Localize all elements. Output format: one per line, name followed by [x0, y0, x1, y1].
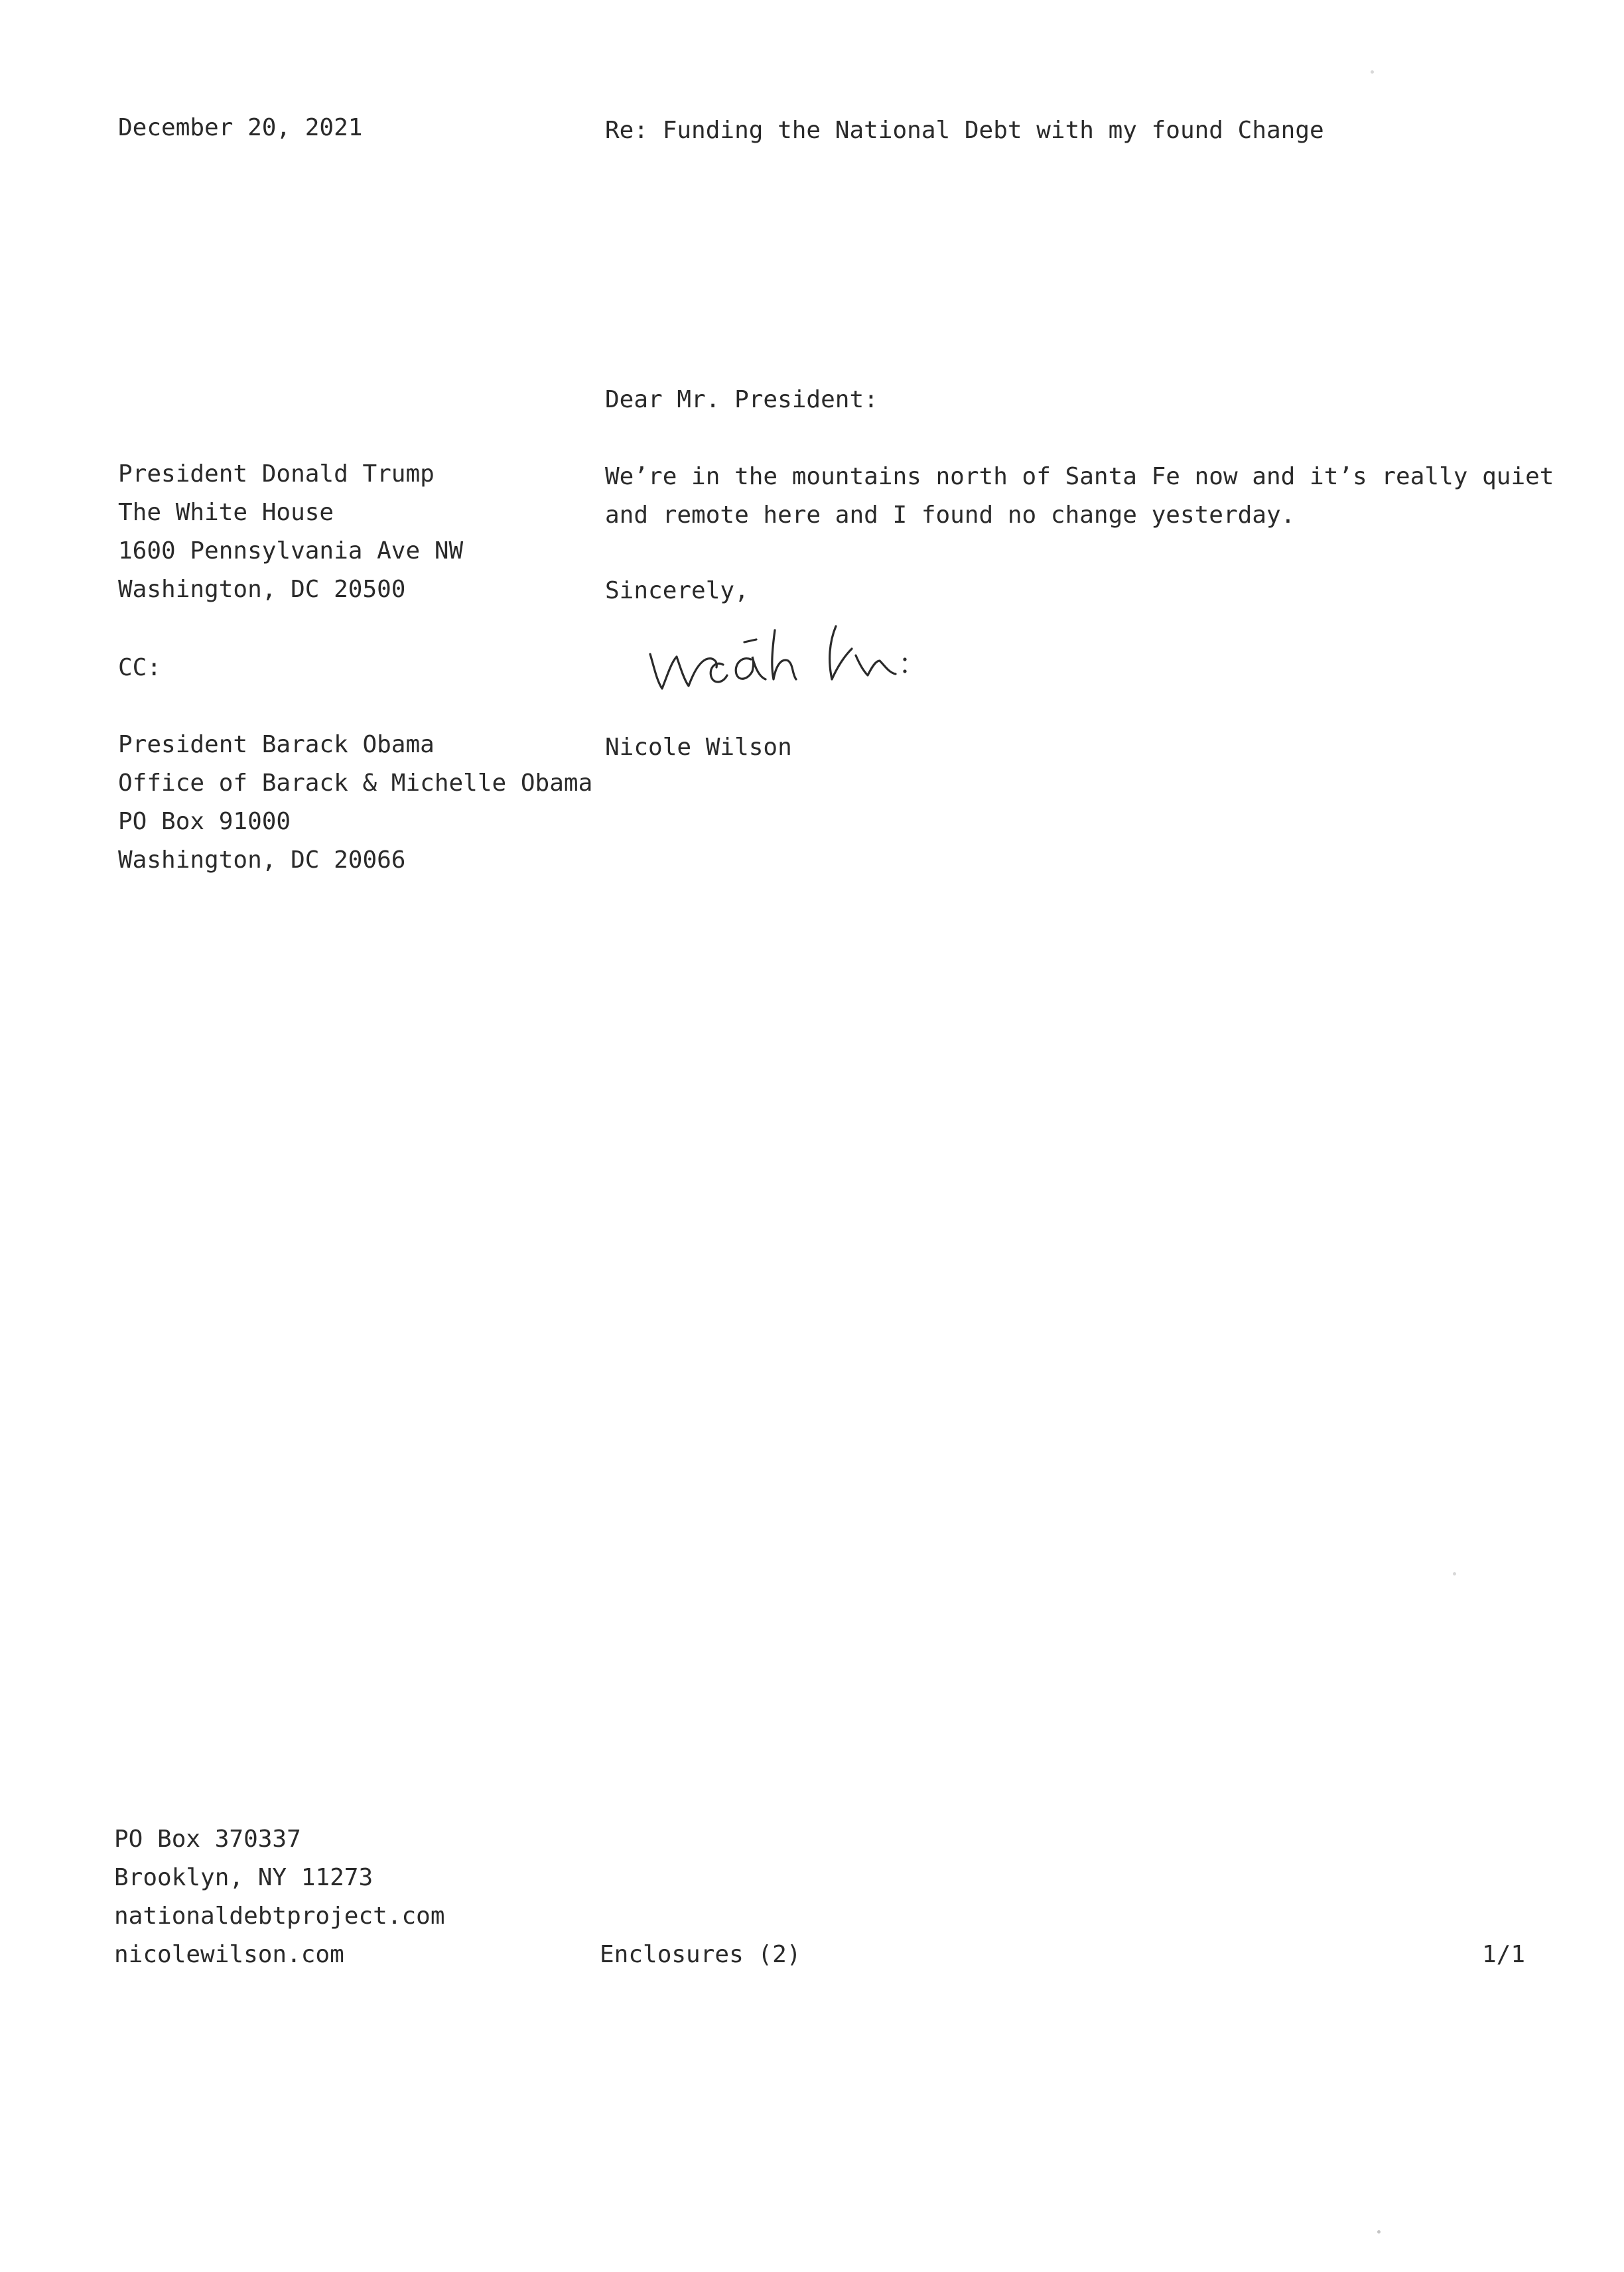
page-number: 1/1 — [1482, 1941, 1526, 1968]
sender-address — [114, 1820, 445, 1974]
sender-line: nationaldebtproject.com — [114, 1903, 445, 1930]
cc-recipient-line: PO Box 91000 — [118, 808, 291, 835]
paper-speck — [1377, 2230, 1381, 2234]
enclosures-note: Enclosures (2) — [600, 1941, 801, 1968]
recipient-line: 1600 Pennsylvania Ave NW — [118, 537, 464, 565]
handwritten-signature — [645, 610, 990, 703]
sender-line: nicolewilson.com — [114, 1941, 344, 1968]
recipient-line: The White House — [118, 499, 334, 526]
paper-speck — [1453, 1572, 1456, 1575]
letter-date: December 20, 2021 — [118, 114, 363, 141]
letter-body — [605, 458, 1554, 535]
body-line: We’re in the mountains north of Santa Fe now and it’s really quiet — [605, 463, 1554, 490]
signer-name: Nicole Wilson — [605, 734, 792, 761]
recipient-line: Washington, DC 20500 — [118, 576, 406, 603]
cc-recipient-line: President Barack Obama — [118, 731, 435, 758]
letter-subject: Re: Funding the National Debt with my found Change — [605, 117, 1324, 144]
sender-line: PO Box 370337 — [114, 1826, 301, 1853]
cc-recipient-address — [118, 726, 592, 880]
cc-recipient-line: Office of Barack & Michelle Obama — [118, 769, 593, 797]
sender-line: Brooklyn, NY 11273 — [114, 1864, 373, 1891]
cc-label: CC: — [118, 654, 162, 681]
recipient-address — [118, 455, 463, 609]
cc-recipient-line: Washington, DC 20066 — [118, 846, 406, 874]
recipient-line: President Donald Trump — [118, 460, 435, 488]
salutation: Dear Mr. President: — [605, 386, 878, 413]
paper-speck — [1371, 70, 1374, 74]
body-line: and remote here and I found no change yesterday. — [605, 501, 1296, 529]
closing: Sincerely, — [605, 577, 749, 604]
